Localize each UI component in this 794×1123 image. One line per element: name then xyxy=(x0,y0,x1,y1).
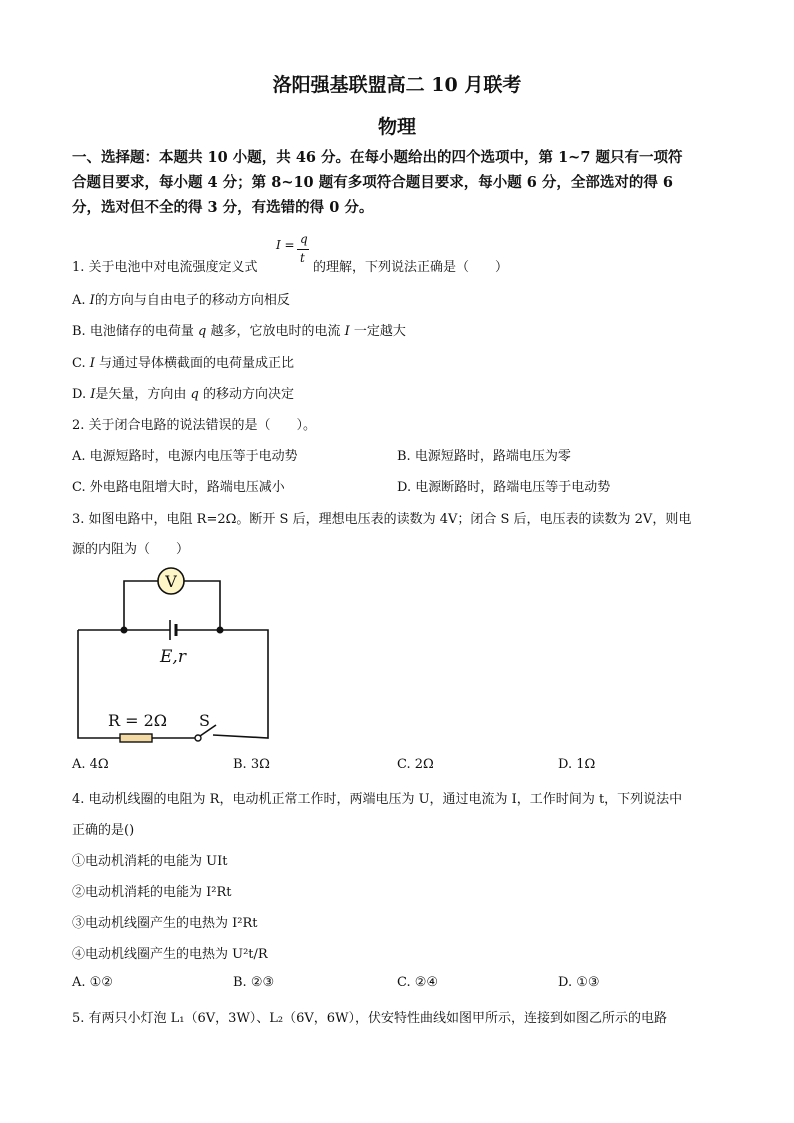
q2-option-a: A. 电源短路时，电源内电压等于电动势 xyxy=(72,449,298,464)
q3-circuit-diagram xyxy=(70,560,280,750)
subject-title: 物理 xyxy=(377,116,416,138)
q3-option-b: B. 3Ω xyxy=(233,757,270,772)
circuit-node-right xyxy=(217,627,224,634)
q2-option-d: D. 电源断路时，路端电压等于电动势 xyxy=(397,480,611,495)
q4-option-c: C. ②④ xyxy=(397,975,439,990)
voltmeter-icon xyxy=(158,568,184,594)
q4-statement-4: ④电动机线圈产生的电热为 U²t/R xyxy=(72,947,268,962)
q1-option-d: D. I是矢量，方向由 q 的移动方向决定 xyxy=(72,387,295,402)
q4-option-a: A. ①② xyxy=(72,975,113,990)
section-instructions-line-3: 分，选对但不全的得 3 分，有选错的得 0 分。 xyxy=(72,199,374,216)
q4-stem-line-1: 4. 电动机线圈的电阻为 R，电动机正常工作时，两端电压为 U，通过电流为 I，工作时间为 t，下列说法中 xyxy=(72,792,683,807)
voltmeter-wire-left xyxy=(124,581,158,630)
section-instructions-line-1: 一、选择题：本题共 10 小题，共 46 分。在每小题给出的四个选项中，第 1~7 题只有一项符 xyxy=(72,149,683,166)
q1-stem-before: 1. 关于电池中对电流强度定义式 xyxy=(72,260,258,275)
section-instructions-line-2: 合题目要求，每小题 4 分；第 8~10 题有多项符合题目要求，每小题 6 分，全部选对的得 6 xyxy=(72,174,674,191)
q4-stem-line-2: 正确的是() xyxy=(72,823,135,838)
switch-label: S xyxy=(199,711,210,730)
q1-stem-after: 的理解，下列说法正确是（ ） xyxy=(313,260,509,275)
q4-option-b: B. ②③ xyxy=(233,975,275,990)
q4-statement-1: ①电动机消耗的电能为 UIt xyxy=(72,854,228,869)
q3-option-d: D. 1Ω xyxy=(558,757,596,772)
q4-statement-3: ③电动机线圈产生的电热为 I²Rt xyxy=(72,916,258,931)
voltmeter-label: V xyxy=(165,572,177,591)
q1-option-b: B. 电池储存的电荷量 q 越多，它放电时的电流 I 一定越大 xyxy=(72,324,406,339)
q2-stem: 2. 关于闭合电路的说法错误的是（ ）。 xyxy=(72,418,317,433)
q5-stem: 5. 有两只小灯泡 L₁（6V，3W）、L₂（6V，6W），伏安特性曲线如图甲所示，连接到如图乙所示的电路 xyxy=(72,1011,667,1026)
page-title: 洛阳强基联盟高二 10 月联考 xyxy=(272,74,522,96)
circuit-wire-right xyxy=(213,630,268,738)
voltmeter-wire-right xyxy=(184,581,220,630)
q4-statement-2: ②电动机消耗的电能为 I²Rt xyxy=(72,885,232,900)
source-label: E,r xyxy=(160,647,186,667)
q1-option-a: A. I的方向与自由电子的移动方向相反 xyxy=(72,293,290,308)
circuit-node-left xyxy=(121,627,128,634)
q1-formula-numerator: q xyxy=(300,232,308,246)
q1-formula-denominator: t xyxy=(300,251,305,265)
q2-option-c: C. 外电路电阻增大时，路端电压减小 xyxy=(72,480,285,495)
q2-option-b: B. 电源短路时，路端电压为零 xyxy=(397,449,571,464)
q4-option-d: D. ①③ xyxy=(558,975,600,990)
q3-stem-line-2: 源的内阻为（ ） xyxy=(72,542,190,557)
q1-option-c: C. I 与通过导体横截面的电荷量成正比 xyxy=(72,356,295,371)
q1-fraction-bar xyxy=(297,249,309,250)
q3-option-c: C. 2Ω xyxy=(397,757,434,772)
resistor-label: R = 2Ω xyxy=(108,711,168,730)
q3-option-a: A. 4Ω xyxy=(72,757,109,772)
q1-formula-lhs: I = xyxy=(276,238,295,252)
q3-stem-line-1: 3. 如图电路中，电阻 R=2Ω。断开 S 后，理想电压表的读数为 4V；闭合 S 后，电压表的读数为 2V，则电 xyxy=(72,512,692,527)
resistor-icon xyxy=(120,734,152,742)
